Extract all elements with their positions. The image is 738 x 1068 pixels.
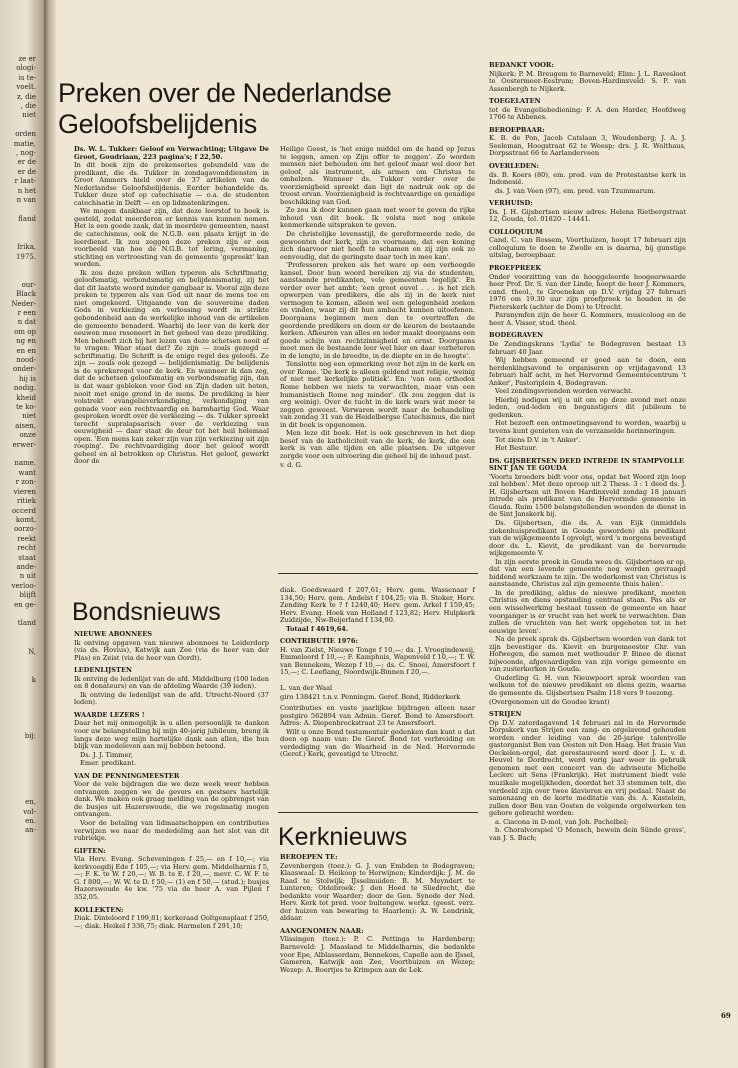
right-news-section-heading: BEROEPBAAR:: [489, 125, 545, 134]
article-column-1: [74, 146, 269, 467]
article-paragraph: 'Professoren preken als het ware op een verhoogde kansel. Door hun woord bereiken zij via de studenten, aanstaande predikanten, vele gemeenten tegelijk'. En verder over het ambt: 'een groot euvel . . . is het zich opwerpen van predikers, die als zij in de kerk niet vermogen te komen, alleen wel een gelegenheid zoeken en vinden, waar zij dit hun ambacht kunnen uitoefenen. Doorgaans beginnen men dan te overtreffen de geordende predikers en doen er de keuren de bestaande kerken. Afkeuren van alles en ieder maakt doorgaans een goede schijn van rechtzinnigheid en ernst. Doorgaans moet men de bestaande leer wel hier en daar verbeteren in de lengte, in de breedte, in de diepte en in de hoogte'.: [280, 261, 475, 360]
bondsnieuws-section-paragraph: Ik ontving de ledenlijst van de afd. Middelburg (100 leden en 8 donateurs) en van de afdeling Waarde (39 leden).: [74, 674, 269, 691]
facing-page-edge: [0, 0, 44, 1068]
right-news-section-paragraph: Hierbij nodigen wij u uit om op deze avond met onze leden, oud-leden en begunstigers dit jubileum te gedenken.: [489, 395, 686, 419]
article-paragraph: Heilige Geest, is 'het enige middel om de hand op Jezus te leggen, amen op Zijn offer te zeggen'. Zo worden mensen niet behouden om het geloof maar wel door het geloof, als instrument, als armen om Christus te omhelzen. Wanneer ds. Tukker verder over de voorzienigheid spreekt dan ligt de nadruk ook op de troost ervan. Voorzienigheid is rechtvaardige en genadige beschikking van God.: [280, 145, 475, 206]
right-news-section-paragraph: In zijn eerste preek in Gouda wees ds. Gijsbertsen er op, dat van een levende gemeente nog worden gevraagd biddend werkzaam te zijn. 'De wederkomst van Christus is aanstaande, Christus zal zijn gemeente thuis halen'.: [489, 557, 686, 589]
right-news-section-paragraph: Veel zendingsvrienden worden verwacht.: [495, 387, 633, 396]
right-news-section-paragraph: 'Voorts broeders bidt voor ons, opdat het Woord zijn loop zal hebben'. Met deze oproep uit 2 Thess. 3 : 1 deed ds. J. H. Gijsbertsen uit Boven Hardinxveld zondag 18 januari intrede als predikant van de Hervormde gemeente in Gouda. Ruim 1500 belangstellenden woonden de dienst in de Sint Janskerk bij.: [489, 472, 686, 519]
right-news-section-paragraph: De Zendingskrans 'Lydia' te Bodegraven bestaat 13 februari 40 Jaar.: [489, 339, 686, 356]
right-news-section-heading: DS. GIJSBERTSEN DEED INTREDE IN STAMPVOLLE SINT JAN TE GOUDA: [489, 456, 684, 473]
article-signature: v. d. G.: [280, 461, 303, 470]
bondsnieuws-section-paragraph: Emer. predikant.: [80, 759, 137, 768]
bondsnieuws-closing: [280, 705, 475, 759]
right-news-section-paragraph: Ouderling G. H. van Nieuwpoort sprak woorden van welkom tot de nieuwe predikant en diens gezin, waarna de gemeente ds. Gijsbertsen Psalm 118 vers 9 toezong.: [489, 673, 686, 698]
kerknieuws-section-heading: BEROEPEN TE:: [280, 853, 338, 861]
bondsnieuws-section-paragraph: Ik ontving opgaven van nieuwe abonnees te Leiderdorp (via ds. Hovius), Katwijk aan Zee (via de heer van der Plas) en Zeist (via de heer van Oordt).: [74, 638, 269, 662]
magazine-page: [56, 0, 738, 1068]
bondsnieuws-title: Bondsnieuws: [72, 598, 221, 626]
kerknieuws-column: [280, 854, 475, 975]
right-news-section-paragraph: Na de preek sprak ds. Gijsbertsen woorden van dank tot zijn bevestiger ds. Kievit en burgemeester Chr. van Hofwegen, die samen met wethouder P. Binee de dienst bijwoonde, afgevaardigden van zijn vorige gemeente en van zusterkerken in Gouda.: [489, 635, 686, 674]
bondsnieuws-column-2: [280, 587, 475, 760]
right-news-column: [489, 62, 686, 843]
right-news-section-paragraph: In de prediking, aldus de nieuwe predikant, moeten Christus en diens opstanding centraal staan. Pas als er een wisselwerking bestaat tussen de gemeente en haar voorganger is er vrucht van het werk te verwachten. Dan zullen de vruchten van het werk opgeheten tot in het eeuwige leven'.: [489, 588, 686, 635]
article-paragraph: In dit boek zijn de prekenseries gebundeld van de predikant, die ds. Tukker in zondagavonddiensten in Groot Ammers hield over de 37 artikelen van de Nederlandse Geloofsbelijdenis. Eerder behandelde ds. Tukker deze stof op catechisatie — o.a. de studenten catechisatie in Delft — en op lidmatenkringen.: [74, 161, 269, 207]
bondsnieuws-section-paragraph: Diak. Dinteloord f 199,81; kerkeraad Ooltgensplaat f 250,—; diak. Heikel f 336,75; diak. Harmelen f 291,10;: [74, 914, 269, 930]
contributie-heading: CONTRIBUTIE 1976:: [280, 637, 358, 646]
kerknieuws-section-paragraph: Vlissingen (toez.): P. C. Pettinga te Hardenberg; Barneveld: J. Maasland te Middelharnis, die bedankte voor Epe, Alblasserdam, Bennekom, Capelle aan de IJssel, Gameren, Katwijk aan Zee, Voorthuizen en Wezep; Wezep: A. Boertjes te Krimpen aan de Lek.: [280, 935, 476, 974]
right-news-section-paragraph: Het Bestuur.: [495, 444, 538, 453]
right-news-section-paragraph: K. B. de Pon, Jacob Catslaan 3, Woudenberg; J. A. J. Seeleman, Hoogstraat 62 te Weesp; drs. J. R. Wolthaus, Dorpsstraat 66 te Aarlanderveen: [489, 134, 686, 158]
right-news-section-heading: VERHUISD:: [489, 199, 533, 208]
bondsnieuws-section-heading: GIFTEN:: [74, 846, 106, 855]
right-news-section-paragraph: Ds. J. H. Gijsbertsen nieuw adres: Helena Rietbergstraat 12, Gouda, tel. 01820 - 14441.: [489, 207, 686, 224]
bondsnieuws-section-paragraph: Voor de betaling van lidmaatschappen en contributies verwijzen we naar de mededeling aan het slot van dit rubriekje.: [74, 819, 269, 843]
right-news-section-paragraph: Cand. C. van Rossem, Voorthuizen, hoopt 17 februari zijn colloquium te doen te Zwolle en is daarna, bij gunstige uitslag, beroepbaar.: [489, 236, 686, 260]
bondsnieuws-section-heading: WAARDE LEZERS !: [74, 710, 145, 719]
right-news-section-heading: OVERLEDEN:: [489, 162, 539, 171]
bondsnieuws-column-1: [74, 631, 269, 931]
kerknieuws-section-heading: AANGENOMEN NAAR:: [280, 926, 364, 935]
strijen-paragraph: b. Choralvorspiel 'O Mensch, bewein dein Sünde gross', van J. S. Bach;: [489, 826, 686, 842]
source-credit: (Overgenomen uit de Goudse krant): [489, 697, 610, 706]
article-bottom-rule: [278, 573, 478, 574]
page-gutter: [44, 0, 56, 1068]
strijen-body: [489, 720, 686, 843]
right-news-section-paragraph: Onder voorzitting van de hooggeleerde hoogeerwaarde heer Prof. Dr. S. van der Linde, hoopt de heer J. Kommers, cand. theol., te Groenekan op D.V. vrijdag 27 februari 1976 om 19.30 uur zijn proefpreek te houden in de Pieterskerk (achter de Dom) te Utrecht.: [489, 272, 686, 311]
article-col1-body: [74, 162, 269, 466]
article-paragraph: We mogen dankbaar zijn, dat deze leerstof te boek is gesteld, zodat meerderen er kennis van kunnen nemen. Het is een goede zaak, dat in meerdere gemeenten, naast de catechismus, ook de N.G.B. een plaats krijgt in de leerdienst. Ik zou zeggen deze preken zijn er een voorbeeld van hoe de N.G.B. tot lering, vermaning, stichting en vertroosting van de gemeente 'gepreekt' kan worden.: [74, 207, 269, 269]
article-col2-body: [280, 146, 475, 460]
bondsnieuws-section-paragraph: Daar het mij onmogelijk is u allen persoonlijk te danken voor uw belangstelling bij mijn 40-jarig jubileum, breng ik langs deze weg mijn hartelijke dank aan allen, die hun blijk van medeleven aan mij hebben betoond.: [74, 719, 270, 751]
bondsnieuws-col2-body: [280, 587, 475, 633]
article-byline: Ds. W. L. Tukker: Geloof en Verwachting; Uitgave De Groot, Goudriaan, 223 pagina's; f 22,50.: [74, 145, 269, 161]
kerknieuws-sections: [280, 854, 475, 974]
bondsnieuws-paragraph: Totaal f 4619,64.: [286, 624, 349, 633]
article-paragraph: De christelijke levensstijl, de gereformeerde zede, de gewoonten der kerk, zijn zo voornaam, dat een koning zich daarvoor niet hoeft te schamen en zij zijn ook zo eenvoudig, dat de geringste daar toch in mee kan'.: [280, 230, 475, 261]
right-news-section-heading: BEDANKT VOOR:: [489, 61, 554, 69]
giro-line: giro 138421 t.n.v. Penningm. Geref. Bond, Ridderkerk: [280, 692, 461, 701]
right-news-section-heading: COLLOQUIUM: [489, 227, 543, 236]
bondsnieuws-paragraph: diak. Goedswaard f 207,61; Herv. gem. Wassenaar f 134,50; Herv. gem. Andelst f 104,25; via B. Stoker, Herv. Zending Kerk te ? f 1240,40; Herv. gem. Arkel f 159,45; Herv. Evang. Hoek van Holland f 123,82; Herv. Hulpkerk Zuidzijde, Nw-Beijerland f 134,90.: [280, 586, 475, 625]
right-news-sections: [489, 62, 686, 698]
bondsnieuws-section-paragraph: Voor de vele bijdragen die we deze week weer hebben ontvangen zeggen we de gevers en gestsers hartelijk dank. We maken ook graag melding van de opbrengst van de busjes uit Hazerswoude, die we regelmatig mogen ontvangen.: [74, 780, 269, 819]
right-news-section-paragraph: ds. J. van Veen (97), em. pred. van Tzummarum.: [495, 186, 656, 195]
kerknieuws-title: Kerknieuws: [278, 823, 408, 851]
right-news-section-paragraph: Nijkerk: P. M. Breugem te Barneveld; Elim: J. L. Ravesloot te Oostermeer-Eestrum; Boven-Hardinxveld: S. P. van Assenbergh te Nijkerk.: [489, 69, 686, 93]
article-paragraph: Ik zou deze preken willen typeren als Schriftmatig, geloofsmatig, verbondsmatig en belijdenismatig, zij het dat dit laatste woord minder gangbaar is. Vooral zijn deze preken te typeren als van God uit naar de mens toe en niet omgekeerd. Uitgaande van de souvereine daden Gods in verkiezing en verlossing wordt in strikte gebondenheid aan de werkelijke inhoud van de artikelen de gemeente benaderd. Waarbij de leer van de kerk der eeuwen mee resoneert in het geheel van deze prediking. Men behoeft zich bij het lezen van deze schetsen nooit af te vragen: Waar staat dat? Ze zijn — zoals gezegd — schriftmatig. De Schrift is de enige regel des geloofs. Ze zijn — zoals ook gezegd — belijdenismatig. De belijdenis is de sprekeregel voor de kerk. En wanneer ik dan zeg, dat de schetsen geloofsmatig en verbondsmatig zijn, dan is dat waar gebleken voor God en Zijn daden uit heten, nooit met enige grond in de mens. De prediking is hier volstrekt evangelieverkondiging, verkondiging van genade voor een rechtvaardig en barmhartig God. Waar gesproken wordt over de verkiezing — ds. Tukker spreekt terecht supralapsarisch over de verkiezing van eeuwigheid — daar staat de deur tot het heil helemaal open. 'Een mens kan zeker zijn van zijn verkiezing uit zijn roeping'. De rechtvaardiging door het geloof wordt geheel en al betrokken op Christus. Het geloof, gewerkt door de: [74, 268, 269, 466]
bondsnieuws-section-paragraph: Ik ontving de ledenlijst van de afd. Utrecht-Noord (37 leden).: [74, 690, 269, 707]
bondsnieuws-sections: [74, 631, 269, 930]
bondsnieuws-closing-paragraph: Contributies en vaste jaarlijkse bijdragen alleen naar postgiro 562894 van Admin. Geref. Bond te Amersfoort. Adres: A. Diepenbrockstraat 23 te Amersfoort.: [280, 704, 475, 728]
article-headline: Preken over de Nederlandse Geloofsbelijdenis: [58, 78, 392, 139]
right-news-section-heading: TOEGELATEN: [489, 97, 541, 106]
contributie-text: H. van Zielst, Nieuwe Tonge f 10,—; ds. J. Vroegindeweij, Emmeloord f 10,—; F. Kamphuis, Wapenveld f 10,—; T. W. van Bennekom, Wezep f 10,—; ds. C. Snoei, Amersfoort f 15,—; C. Leeflang, Noordwijk-Binnen f 20,—.: [280, 645, 475, 677]
bondsnieuws-section-paragraph: Via Herv. Evang. Scheveningen f 25,— en f 10,—; via kerkvoogdij Ede f 105,—; via Herv. gem. Middelharnis f 5,—; F. K. te W. f 20,—; W. B. te E. f 20,—, mevr. C. W. F. te G. f 800,—; W. W. te D. f 50,— (1) en f 50,— (stud.); busjes Hazerswoude 4e kw. '75 via de heer A. van Pijlen f 352,05.: [74, 855, 269, 901]
right-news-section-paragraph: Paranymfen zijn de heer G. Kommers, musicoloog en de heer A. Visser, stud. theol.: [489, 311, 686, 327]
facing-page-text: ze er ologi- is te- voelt. z, die , die niet orden matie, , nog- er de er de r laat- n het n van fland frika, 1975. our- Black Neder- r een n dat om op ng en en en nood- onder- hij is nodig. kheid te ko- niet aisen, onze erwer- name. want r zon- vieren ritiek occerd komt. oorzo- reekt recht staat ande- n uit verloo- blijft en ge- tland N, k bij: en, vol- en. an-: [11, 55, 36, 835]
right-news-section-paragraph: Tot ziens D.V. in 't Anker'.: [495, 435, 581, 444]
strijen-paragraph: Op D.V. zaterdagavond 14 februari zal in de Hervormde Dorpskerk van Strijen een zang- en orgelavond gehouden worden onder leiding van de 20-jarige talentvolle gastorganist Ben van Oosten uit Den Haag. Het fraaie Van Oeckelen-orgel, dat gerestaureerd werd door J. L. v. d. Heuvel te Dordrecht, werd vorig jaar weer in gebruik genomen met een concert van de adviseute Michelle Leclerc uit Sens (Frankrijk). Het instrument biedt vele muzikale mogelijkheden, doordat het 33 stemmen telt, die verdeeld zijn over twee klavieren en vrij pedaal. Naast de samenzang en de korte meditatie van ds. A. Kastelein, zullen door Ben van Oosten de volgende orgelwerken ten gehore gebracht worden:: [489, 718, 686, 818]
kerknieuws-section-paragraph: Zevenbergen (toez.): G. J. van Embden te Bodegraven; Klaaswaal: D. Heikoop te Herwijnen; Kinderdijk: J. M. de Raad te Stolwijk; IJsselmuiden: B. M. Meyndert te Lunteren; Oldebroek: J. den Hoed te Sliedrecht, die bedankte voor Waarder; door de Gen. Synode der Ned. Herv. Kerk tot pred. voor buitengew. werkz. (geest. verz. der huizen van bewaring te Haarlem): A. W. Lendrink, aldaar.: [280, 861, 475, 923]
bondsnieuws-section-heading: KOLLEKTEN:: [74, 905, 124, 914]
right-news-section-paragraph: Wij hebben gemeend er goed aan te doen, een herdenkingsavond te organiseren op vrijdagavond 13 februari half acht, in het Hervormd Gemeentecentrum 't Anker', Pastoriplein 4, Bodegraven.: [489, 356, 686, 387]
bondsnieuws-section-heading: LEDENLIJSTEN: [74, 666, 132, 675]
right-news-section-heading: BODEGRAVEN: [489, 331, 544, 340]
kerknieuws-top-rule: [278, 812, 478, 813]
strijen-paragraph: a. Ciacona in D-mol, van Joh. Pachelbel;: [495, 817, 629, 826]
penningmeester-signature: L. van der Waal: [280, 684, 333, 693]
right-news-section-paragraph: Ds. Gijsbertsen, die ds. A. van Eijk (inmiddels ziekenhuispredikant in Gouda geworden) als predikant van de wijkgemeente I opvolgt, werd 's morgens bevestigd door ds. L. Kievit, de predikant van de hervormde wijkgemeente V.: [489, 518, 686, 558]
bondsnieuws-section-heading: VAN DE PENNINGMEESTER: [74, 771, 180, 780]
right-news-section-paragraph: Het bezoeft een ontmoetingsavond te worden, waarbij u tevens kunt genieten van de verzamelde herinneringen.: [489, 419, 686, 435]
article-column-2: [280, 146, 475, 471]
article-paragraph: Men leze dit boek. Het is ook geschreven in het diep besef van de katholiciteit van de kerk, de kerk, die een kerk is van alle tijden en alle plaatsen. De uitgever zorgde voor een uitvoering die geheel bij de inhoud past.: [280, 429, 475, 460]
article-paragraph: Tenslotte nog een opmerking over het zijn in de kerk en over Rome. 'De kerk is alleen geldend met religie, weinig of niet met kerkelijke politiek'. En: 'van een orthodox Rome hebben we niets te verwachten, maar van een humanistisch Rome nog minder'. (Ik zou zeggen dat is erg weinig). Over de tucht in de kerk wars wat meer te zeggen geweest. Verwaren wordt naar de behandeling van zondag 31 van de Heidelbergse Catechismus, die niet in dit boek is opgenomen.: [280, 360, 475, 429]
bondsnieuws-section-paragraph: Ds. J. J. Timmer,: [80, 750, 133, 759]
bondsnieuws-closing-paragraph: Wilt u onze Bond testamentair gedenken dan kunt u dat doen op naam van: De Geref. Bond tot verbreiding en verdediging van de Waarheid in de Ned. Hervormde (Geref.) Kerk, gevestigd te Utrecht.: [280, 727, 475, 759]
right-news-section-paragraph: ds. B. Koers (80), em. pred. van de Protestantse kerk in Indonesië.: [489, 170, 686, 187]
strijen-heading: STRIJEN: [489, 710, 522, 719]
right-news-section-paragraph: tot de Evangeliebediening: F. A. den Harder, Hoofdweg 1766 te Abbenes.: [489, 105, 686, 122]
article-paragraph: Zo zou ik door kunnen gaan met weer te geven de rijke inhoud van dit boek. Ik volsta met nog enkele kenmerkende uitspraken te geven.: [280, 206, 475, 230]
page-number: 69: [721, 1011, 731, 1020]
bondsnieuws-section-heading: NIEUWE ABONNEES: [74, 630, 153, 638]
right-news-section-heading: PROEFPREEK: [489, 264, 542, 273]
